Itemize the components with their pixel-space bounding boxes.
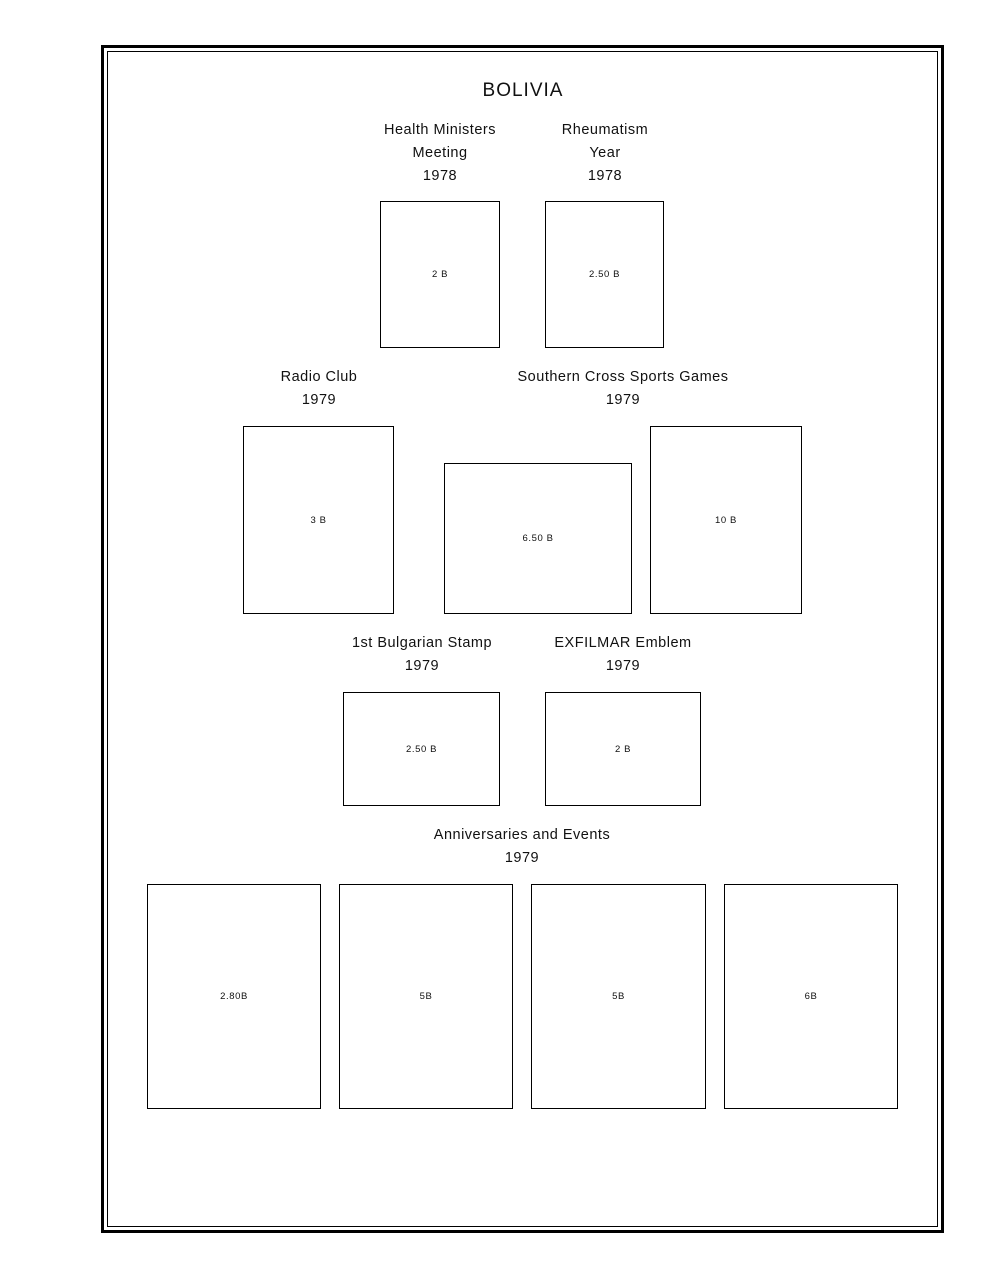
stamp-denomination: 6.50 B	[522, 533, 554, 544]
set-name-line: 1st Bulgarian Stamp	[351, 635, 493, 651]
stamp-denomination: 2 B	[614, 743, 632, 755]
set-name-line: Rheumatism	[561, 122, 649, 138]
set-name-line: Meeting	[412, 144, 468, 161]
stamp-denomination: 10 B	[715, 514, 737, 526]
stamp-denomination: 5B	[612, 991, 625, 1002]
set-heading-bulgarian-stamp	[332, 632, 512, 678]
set-name-line: Southern Cross Sports Games	[517, 369, 729, 385]
set-heading-exfilmar	[533, 632, 713, 678]
stamp-denomination: 2.50 B	[405, 743, 438, 755]
stamp-box	[650, 426, 802, 614]
set-heading-rheumatism	[525, 119, 685, 187]
set-year: 1979	[504, 849, 540, 866]
stamp-denomination: 2.50 B	[588, 269, 621, 280]
stamp-box	[545, 201, 664, 348]
stamp-denomination: 2 B	[431, 269, 449, 280]
set-heading-radio-club	[239, 366, 399, 412]
set-year: 1979	[605, 657, 641, 674]
set-name-line: EXFILMAR Emblem	[554, 635, 692, 651]
set-name-line: Year	[589, 144, 621, 161]
stamp-box	[380, 201, 500, 348]
stamp-denomination: 3 B	[310, 514, 327, 526]
stamp-box	[444, 463, 632, 614]
set-heading-health-ministers	[360, 119, 520, 187]
stamp-denomination: 5B	[419, 991, 433, 1002]
stamp-box	[343, 692, 500, 806]
page-title: BOLIVIA	[482, 80, 564, 101]
set-heading-southern-cross	[488, 366, 758, 412]
set-year: 1978	[587, 167, 623, 184]
stamp-box	[545, 692, 701, 806]
stamp-denomination: 6B	[804, 991, 818, 1002]
set-year: 1979	[301, 391, 337, 408]
stamp-box	[147, 884, 321, 1109]
set-name-line: Anniversaries and Events	[433, 827, 611, 843]
set-year: 1979	[605, 391, 641, 408]
set-name-line: Radio Club	[280, 369, 358, 385]
stamp-denomination: 2.80B	[220, 991, 248, 1002]
set-name-line: Health Ministers	[384, 122, 496, 138]
set-year: 1978	[422, 167, 458, 184]
set-year: 1979	[404, 657, 440, 674]
stamp-box	[724, 884, 898, 1109]
stamp-box	[243, 426, 394, 614]
stamp-box	[339, 884, 513, 1109]
set-heading-anniversaries	[402, 824, 642, 870]
stamp-box	[531, 884, 706, 1109]
